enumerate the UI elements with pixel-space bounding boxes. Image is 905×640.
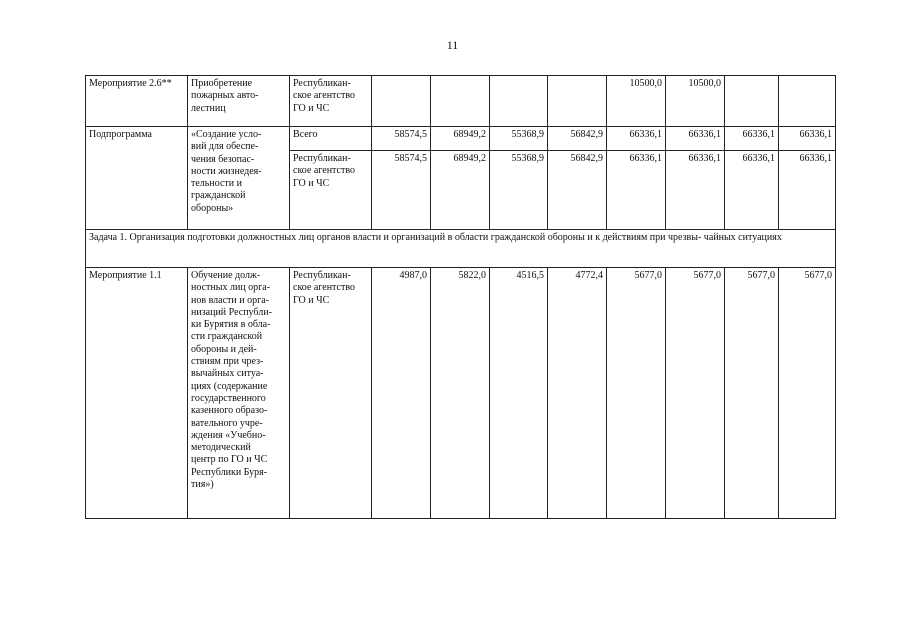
table-row-task-1: [86, 230, 836, 268]
value-cell: 5677,0: [666, 268, 725, 519]
value-cell: 68949,2: [431, 151, 490, 230]
event-code-cell: Мероприятие 2.6**: [86, 76, 188, 127]
value-cell: 10500,0: [607, 76, 666, 127]
table-row-subprogram-total: [86, 127, 836, 151]
table-row-event-2-6: [86, 76, 836, 127]
value-cell: [779, 76, 836, 127]
event-name-cell: Приобретение пожарных авто- лестниц: [188, 76, 290, 127]
value-cell: 58574,5: [372, 151, 431, 230]
budget-table: [85, 75, 836, 519]
value-cell: [548, 76, 607, 127]
executor-cell: Республикан- ское агентство ГО и ЧС: [290, 76, 372, 127]
value-cell: 55368,9: [490, 151, 548, 230]
value-cell: 66336,1: [607, 151, 666, 230]
value-cell: [431, 76, 490, 127]
event-code-cell: Мероприятие 1.1: [86, 268, 188, 519]
value-cell: 66336,1: [725, 127, 779, 151]
value-cell: 66336,1: [779, 127, 836, 151]
value-cell: 66336,1: [779, 151, 836, 230]
value-cell: 68949,2: [431, 127, 490, 151]
value-cell: 4516,5: [490, 268, 548, 519]
event-name-cell: Обучение долж- ностных лиц орга- нов власти и орга- низаций Республи- ки Бурятия в обла- сти гражданской обороны и дей- ствиям при чрез- вычайных ситуа- циях (содержание государственного казенного образо- вательного учре- ждения «Учебно- методический центр по ГО и ЧС Республики Буря- тия»): [188, 268, 290, 519]
subprogram-code-cell: Подпрограмма: [86, 127, 188, 230]
executor-cell: Всего: [290, 127, 372, 151]
table-row-event-1-1: [86, 268, 836, 519]
value-cell: 55368,9: [490, 127, 548, 151]
value-cell: 56842,9: [548, 127, 607, 151]
page-number: 11: [446, 38, 459, 52]
value-cell: 4987,0: [372, 268, 431, 519]
value-cell: 4772,4: [548, 268, 607, 519]
value-cell: [725, 76, 779, 127]
value-cell: 5822,0: [431, 268, 490, 519]
task-heading-cell: Задача 1. Организация подготовки должностных лиц органов власти и организаций в области гражданской обороны и к действиям при чрезвы- чайных ситуациях: [86, 230, 836, 268]
value-cell: [490, 76, 548, 127]
value-cell: 66336,1: [666, 151, 725, 230]
value-cell: 5677,0: [607, 268, 666, 519]
executor-cell: Республикан- ское агентство ГО и ЧС: [290, 151, 372, 230]
value-cell: 66336,1: [666, 127, 725, 151]
executor-cell: Республикан- ское агентство ГО и ЧС: [290, 268, 372, 519]
value-cell: [372, 76, 431, 127]
value-cell: 5677,0: [725, 268, 779, 519]
value-cell: 56842,9: [548, 151, 607, 230]
value-cell: 58574,5: [372, 127, 431, 151]
value-cell: 66336,1: [607, 127, 666, 151]
value-cell: 66336,1: [725, 151, 779, 230]
subprogram-name-cell: «Создание усло- вий для обеспе- чения безопас- ности жизнедея- тельности и гражданской обороны»: [188, 127, 290, 230]
value-cell: 5677,0: [779, 268, 836, 519]
value-cell: 10500,0: [666, 76, 725, 127]
